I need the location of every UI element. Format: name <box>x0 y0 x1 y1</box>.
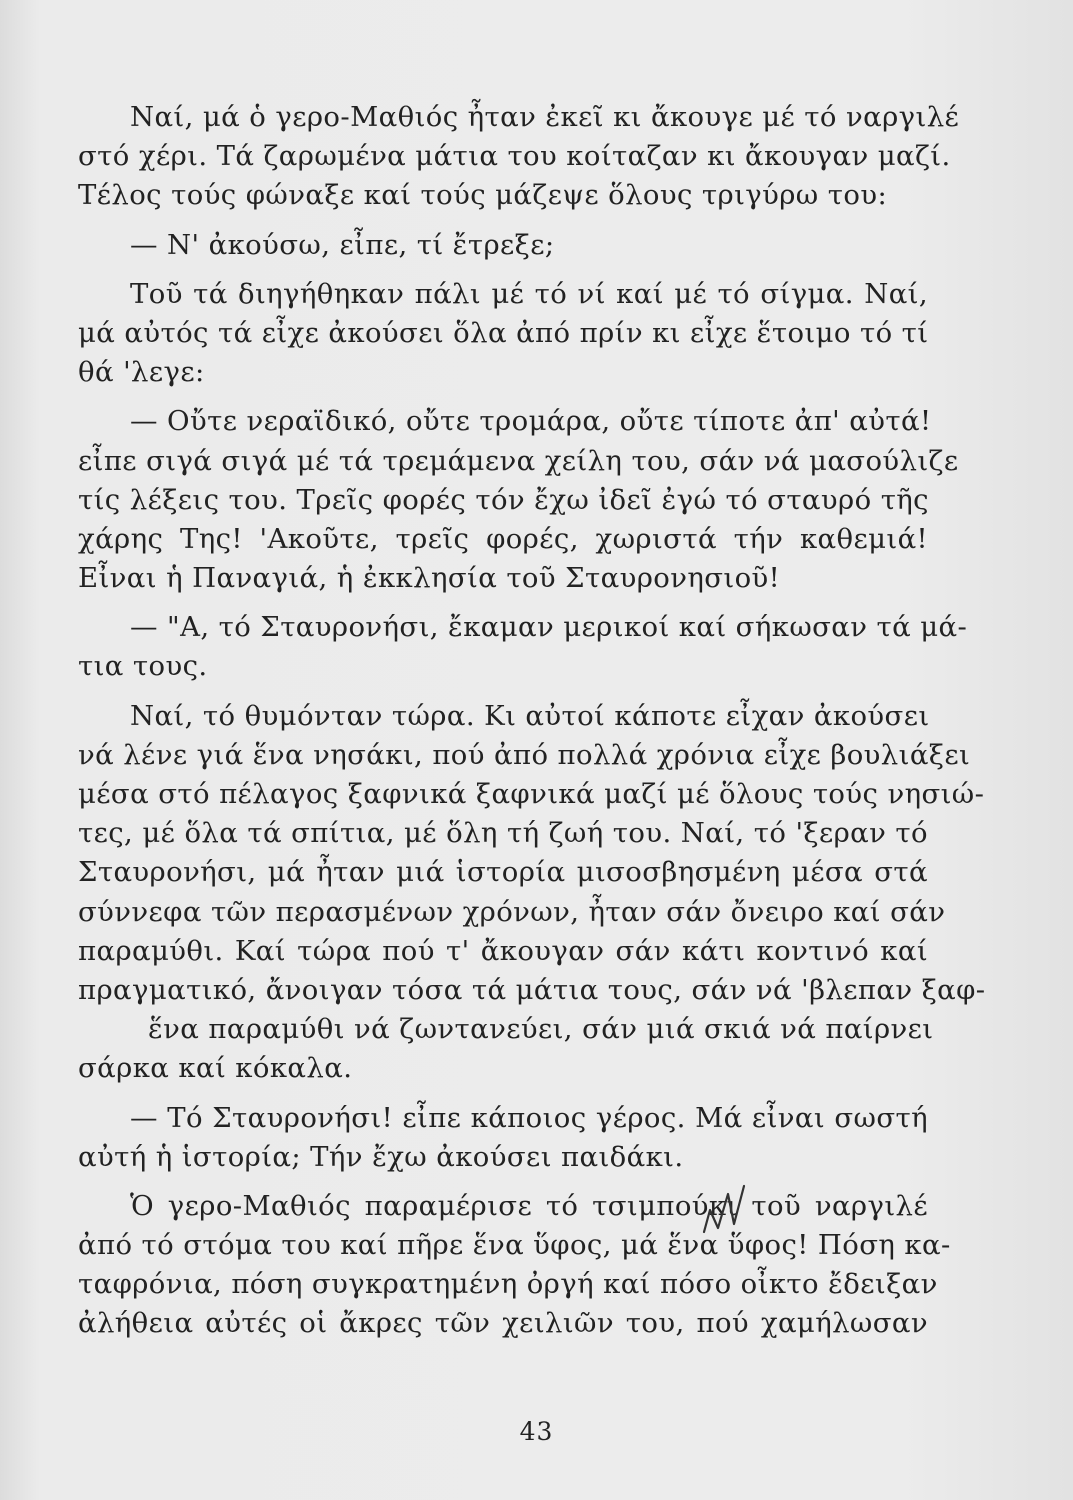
text-line: παραμύθι. Καί τώρα πού τ' ἄκουγαν σάν κάτι κοντινό καί <box>78 934 928 967</box>
text-line: τες, μέ ὅλα τά σπίτια, μέ ὅλη τή ζωή του. Ναί, τό 'ξεραν τό <box>78 817 928 850</box>
text-line: — Οὔτε νεραϊδικό, οὔτε τρομάρα, οὔτε τίποτε ἀπ' αὐτά! <box>130 405 932 438</box>
page-number: 43 <box>519 1417 554 1446</box>
text-line: — Ν' ἀκούσω, εἶπε, τί ἔτρεξε; <box>130 228 555 261</box>
text-line: Τέλος τούς φώναξε καί τούς μάζεψε ὅλους τριγύρω του: <box>78 179 888 212</box>
text-line: θά 'λεγε: <box>78 356 205 389</box>
text-line: τια τους. <box>78 650 208 683</box>
text-line: σύννεφα τῶν περασμένων χρόνων, ἦταν σάν ὄνειρο καί σάν <box>78 895 946 928</box>
text-line: σάρκα καί κόκαλα. <box>78 1052 353 1085</box>
text-line: — "Α, τό Σταυρονήσι, ἔκαμαν μερικοί καί σήκωσαν τά μά- <box>130 611 968 644</box>
text-line: Εἶναι ἡ Παναγιά, ἡ ἐκκλησία τοῦ Σταυρονησιοῦ! <box>78 562 781 595</box>
body-text <box>78 98 986 1344</box>
text-line: ἕνα παραμύθι νά ζωντανεύει, σάν μιά σκιά νά παίρνει <box>148 1013 934 1046</box>
text-line: — Τό Σταυρονήσι! εἶπε κάποιος γέρος. Μά εἶναι σωστή <box>130 1101 928 1134</box>
text-line: αὐτή ἡ ἱστορία; Τήν ἔχω ἀκούσει παιδάκι. <box>78 1140 684 1173</box>
text-line: Ναί, μά ὁ γερο-Μαθιός ἦταν ἐκεῖ κι ἄκουγε μέ τό ναργιλέ <box>130 101 960 133</box>
handwritten-mark <box>700 1180 770 1240</box>
text-line: Ναί, τό θυμόνταν τώρα. Κι αὐτοί κάποτε εἶχαν ἀκούσει <box>130 699 930 732</box>
text-line: μέσα στό πέλαγος ξαφνικά ξαφνικά μαζί μέ ὅλους τούς νησιώ- <box>78 778 985 810</box>
text-line: εἶπε σιγά σιγά μέ τά τρεμάμενα χείλη του, σάν νά μασούλιζε <box>78 444 959 477</box>
text-line: ἀλήθεια αὐτές οἱ ἄκρες τῶν χειλιῶν του, πού χαμήλωσαν <box>78 1307 928 1340</box>
text-line: Σταυρονήσι, μά ἦταν μιά ἱστορία μισοσβησμένη μέσα στά <box>78 856 928 889</box>
text-line: στό χέρι. Τά ζαρωμένα μάτια του κοίταζαν κι ἄκουγαν μαζί. <box>78 140 951 173</box>
text-line: Ὁ γερο-Μαθιός παραμέρισε τό τσιμπούκι τοῦ ναργιλέ <box>130 1189 928 1222</box>
text-line: χάρης Της! 'Ακοῦτε, τρεῖς φορές, χωριστά τήν καθεμιά! <box>78 522 928 555</box>
text-line: ἀπό τό στόμα του καί πῆρε ἕνα ὕφος, μά ἕνα ὕφος! Πόση κα- <box>78 1229 951 1262</box>
text-line: μά αὐτός τά εἶχε ἀκούσει ὅλα ἀπό πρίν κι εἶχε ἕτοιμο τό τί <box>78 316 929 349</box>
text-line: τίς λέξεις του. Τρεῖς φορές τόν ἔχω ἰδεῖ ἐγώ τό σταυρό τῆς <box>78 483 929 516</box>
text-line: πραγματικό, ἄνοιγαν τόσα τά μάτια τους, σάν νά 'βλεπαν ξαφ- <box>78 973 986 1006</box>
text-line: ταφρόνια, πόση συγκρατημένη ὀργή καί πόσο οἶκτο ἔδειξαν <box>78 1268 938 1301</box>
text-line: Τοῦ τά διηγήθηκαν πάλι μέ τό νί καί μέ τό σίγμα. Ναί, <box>130 277 928 310</box>
text-line: νά λένε γιά ἕνα νησάκι, πού ἀπό πολλά χρόνια εἶχε βουλιάξει <box>78 738 971 771</box>
